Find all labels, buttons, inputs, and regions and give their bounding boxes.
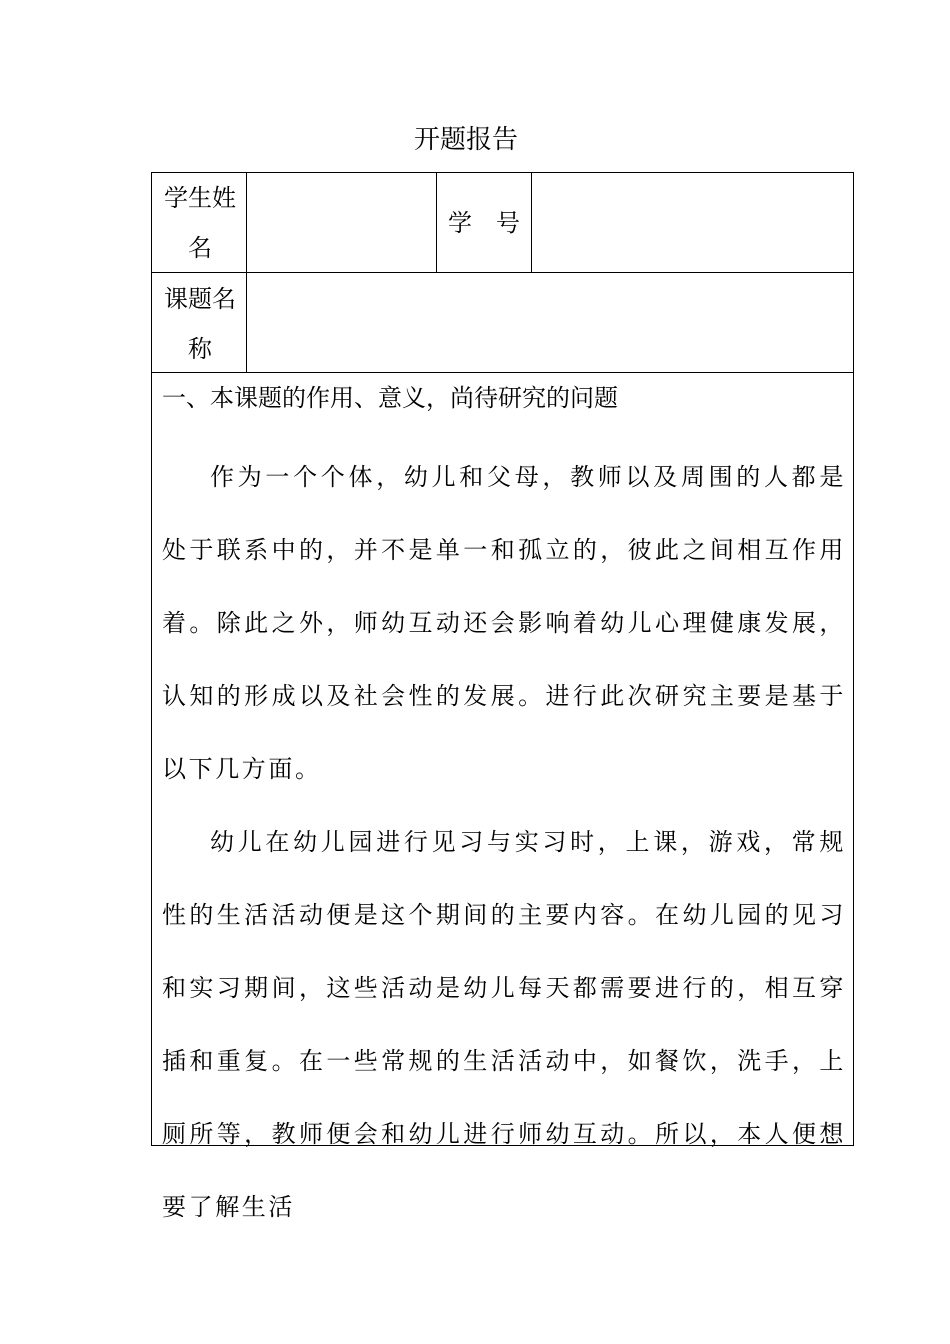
section-heading: 一、本课题的作用、意义，尚待研究的问题: [162, 384, 618, 412]
proposal-form-table: [151, 172, 854, 1221]
student-name-field[interactable]: [248, 173, 434, 271]
topic-name-field[interactable]: [248, 274, 851, 371]
page-title: 开题报告: [413, 125, 518, 155]
student-id-field[interactable]: [533, 173, 851, 271]
section-content: [162, 373, 846, 1244]
table-divider: [152, 272, 853, 273]
table-divider: [436, 173, 437, 273]
paragraph: 幼儿在幼儿园进行见习与实习时，上课，游戏，常规性的生活活动便是这个期间的主要内容。在幼儿园的见习和实习期间，这些活动是幼儿每天都需要进行的，相互穿插和重复。在一些常规的生活活动中，如餐饮，洗手，上厕所等，教师便会和幼儿进行师幼互动。所以，本人便想要了解生活: [162, 828, 846, 1221]
table-divider: [531, 173, 532, 273]
topic-name-label: 课题名称: [164, 285, 236, 363]
table-divider: [246, 173, 247, 373]
paragraph: 作为一个个体，幼儿和父母，教师以及周围的人都是处于联系中的，并不是单一和孤立的，彼此之间相互作用着。除此之外，师幼互动还会影响着幼儿心理健康发展，认知的形成以及社会性的发展。进行此次研究主要是基于以下几方面。: [162, 463, 846, 783]
student-id-label: 学 号: [448, 209, 520, 237]
student-name-label: 学生姓名: [164, 184, 236, 262]
